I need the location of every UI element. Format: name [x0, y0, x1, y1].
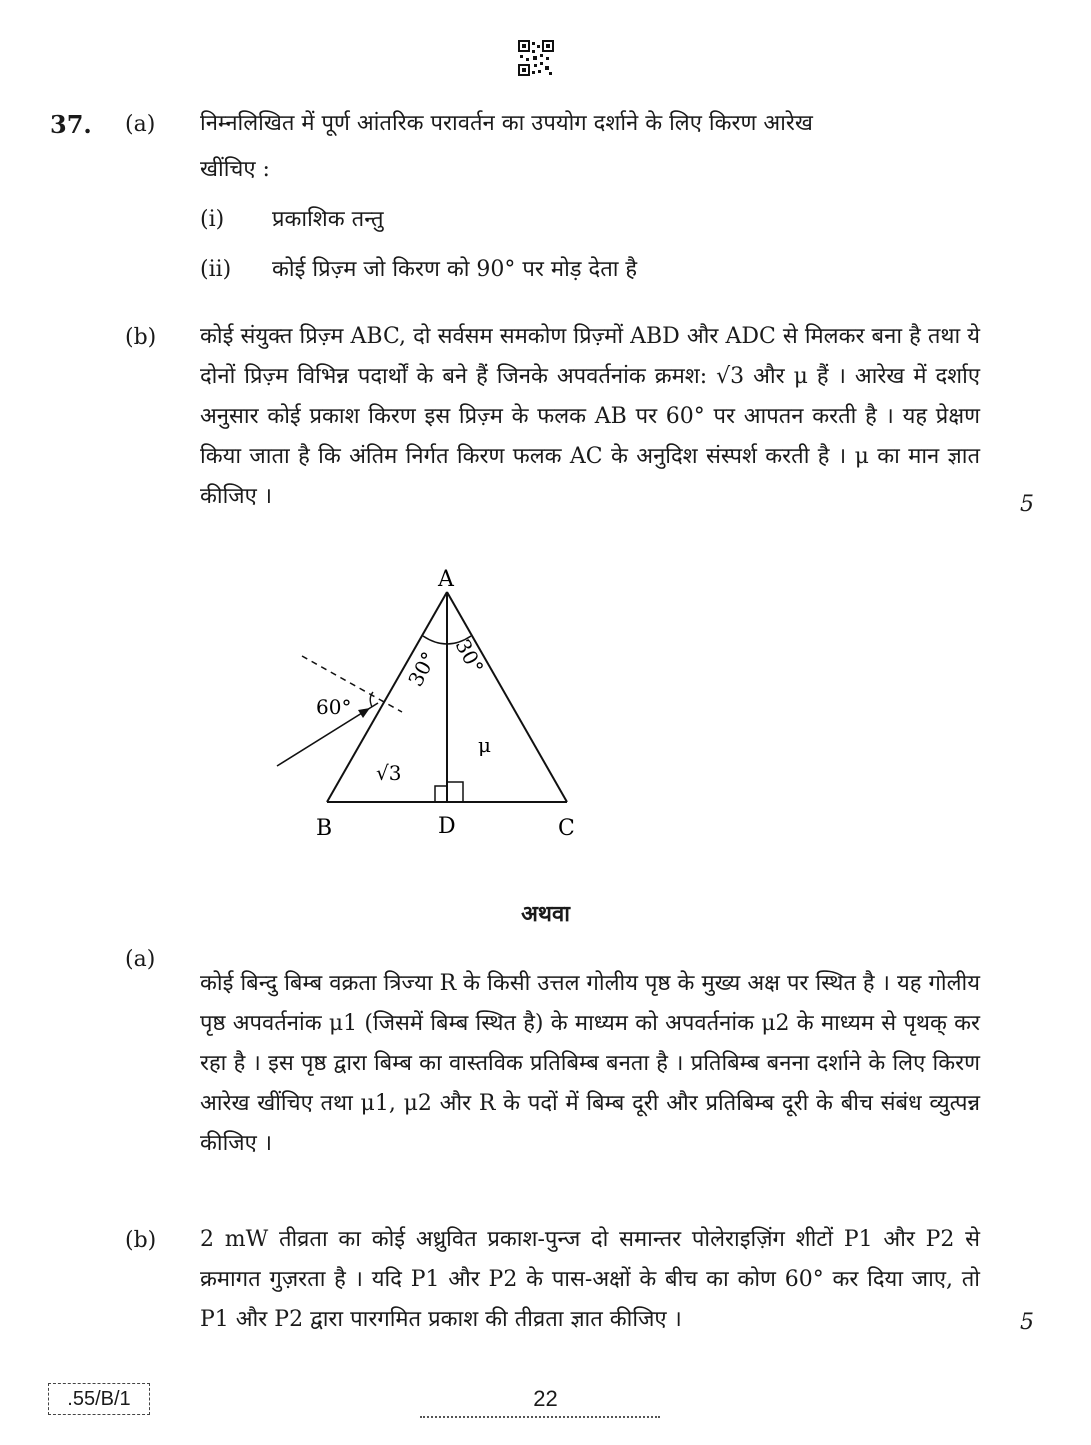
label-c: C — [558, 816, 575, 841]
face-ac — [447, 592, 567, 802]
sub-ii-label: (ii) — [200, 257, 232, 282]
part-a-text-line2: खींचिए : — [200, 157, 270, 182]
part-b-label: (b) — [125, 325, 157, 350]
part-a-label: (a) — [125, 112, 156, 137]
angle-right: 30° — [450, 635, 489, 678]
footer-divider — [420, 1416, 660, 1418]
right-angle-box — [447, 782, 463, 802]
part-a-text-line1: निम्नलिखित में पूर्ण आंतरिक परावर्तन का उपयोग दर्शाने के लिए किरण आरेख — [200, 111, 813, 136]
sub-i-text: प्रकाशिक तन्तु — [272, 207, 384, 232]
alt-a-text: कोई बिन्दु बिम्ब वक्रता त्रिज्या R के किसी उत्तल गोलीय पृष्ठ के मुख्य अक्ष पर स्थित है । यह गोलीय पृष्ठ अपवर्तनांक μ1 (जिसमें बिम्ब स्थित है) के माध्यम को अपवर्तनांक μ2 के माध्यम से पृथक् कर रहा है । इस पृष्ठ द्वारा बिम्ब का वास्तविक प्रतिबिम्ब बनता है । प्रतिबिम्ब बनना दर्शाने के लिए किरण आरेख खींचिए तथा μ1, μ2 और R के पदों में बिम्ब दूरी और प्रतिबिम्ब दूरी के बीच संबंध व्युत्पन्न कीजिए । — [200, 971, 980, 1156]
ray-arrowhead — [358, 708, 370, 718]
part-b-marks: 5 — [1020, 492, 1034, 517]
alt-b-text: 2 mW तीव्रता का कोई अध्रुवित प्रकाश-पुन्ज दो समान्तर पोलेराइज़िंग शीटों P1 और P2 से क्रमागत गुज़रता है । यदि P1 और P2 के पास-अक्षों के बीच का कोण 60° कर दिया जाए, तो P1 और P2 द्वारा पारगमित प्रकाश की तीव्रता ज्ञात कीजिए । — [200, 1227, 980, 1332]
alt-b-marks: 5 — [1020, 1310, 1034, 1335]
paper-code: .55/B/1 — [48, 1383, 150, 1415]
label-b: B — [316, 816, 333, 841]
part-b-text: कोई संयुक्त प्रिज़्म ABC, दो सर्वसम समकोण प्रिज़्मों ABD और ADC से मिलकर बना है तथा ये दोनों प्रिज़्म विभिन्न पदार्थों के बने हैं जिनके अपवर्तनांक क्रमश: √3 और μ हैं । आरेख में दर्शाए अनुसार कोई प्रकाश किरण इस प्रिज़्म के फलक AB पर 60° पर आपतन करती है । यह प्रेक्षण किया जाता है कि अंतिम निर्गत किरण फलक AC के अनुदिश संस्पर्श करती है । μ का मान ज्ञात कीजिए । — [200, 324, 980, 509]
alt-b-label: (b) — [125, 1228, 157, 1253]
incidence-angle-label: 60° — [316, 695, 352, 719]
label-d: D — [438, 814, 456, 839]
right-angle-mark — [435, 786, 447, 802]
qr-code-icon — [518, 40, 554, 76]
right-index-label: μ — [478, 733, 491, 757]
prism-diagram — [260, 560, 620, 850]
sub-ii-text: कोई प्रिज़्म जो किरण को 90° पर मोड़ देता है — [272, 257, 638, 282]
question-number: 37. — [50, 110, 92, 139]
page-number: 22 — [533, 1386, 558, 1411]
or-separator: अथवा — [521, 901, 570, 927]
left-index-label: √3 — [376, 761, 402, 785]
label-a: A — [438, 567, 454, 592]
alt-a-label: (a) — [125, 947, 156, 972]
angle-left: 30° — [403, 647, 442, 691]
sub-i-label: (i) — [200, 207, 225, 232]
